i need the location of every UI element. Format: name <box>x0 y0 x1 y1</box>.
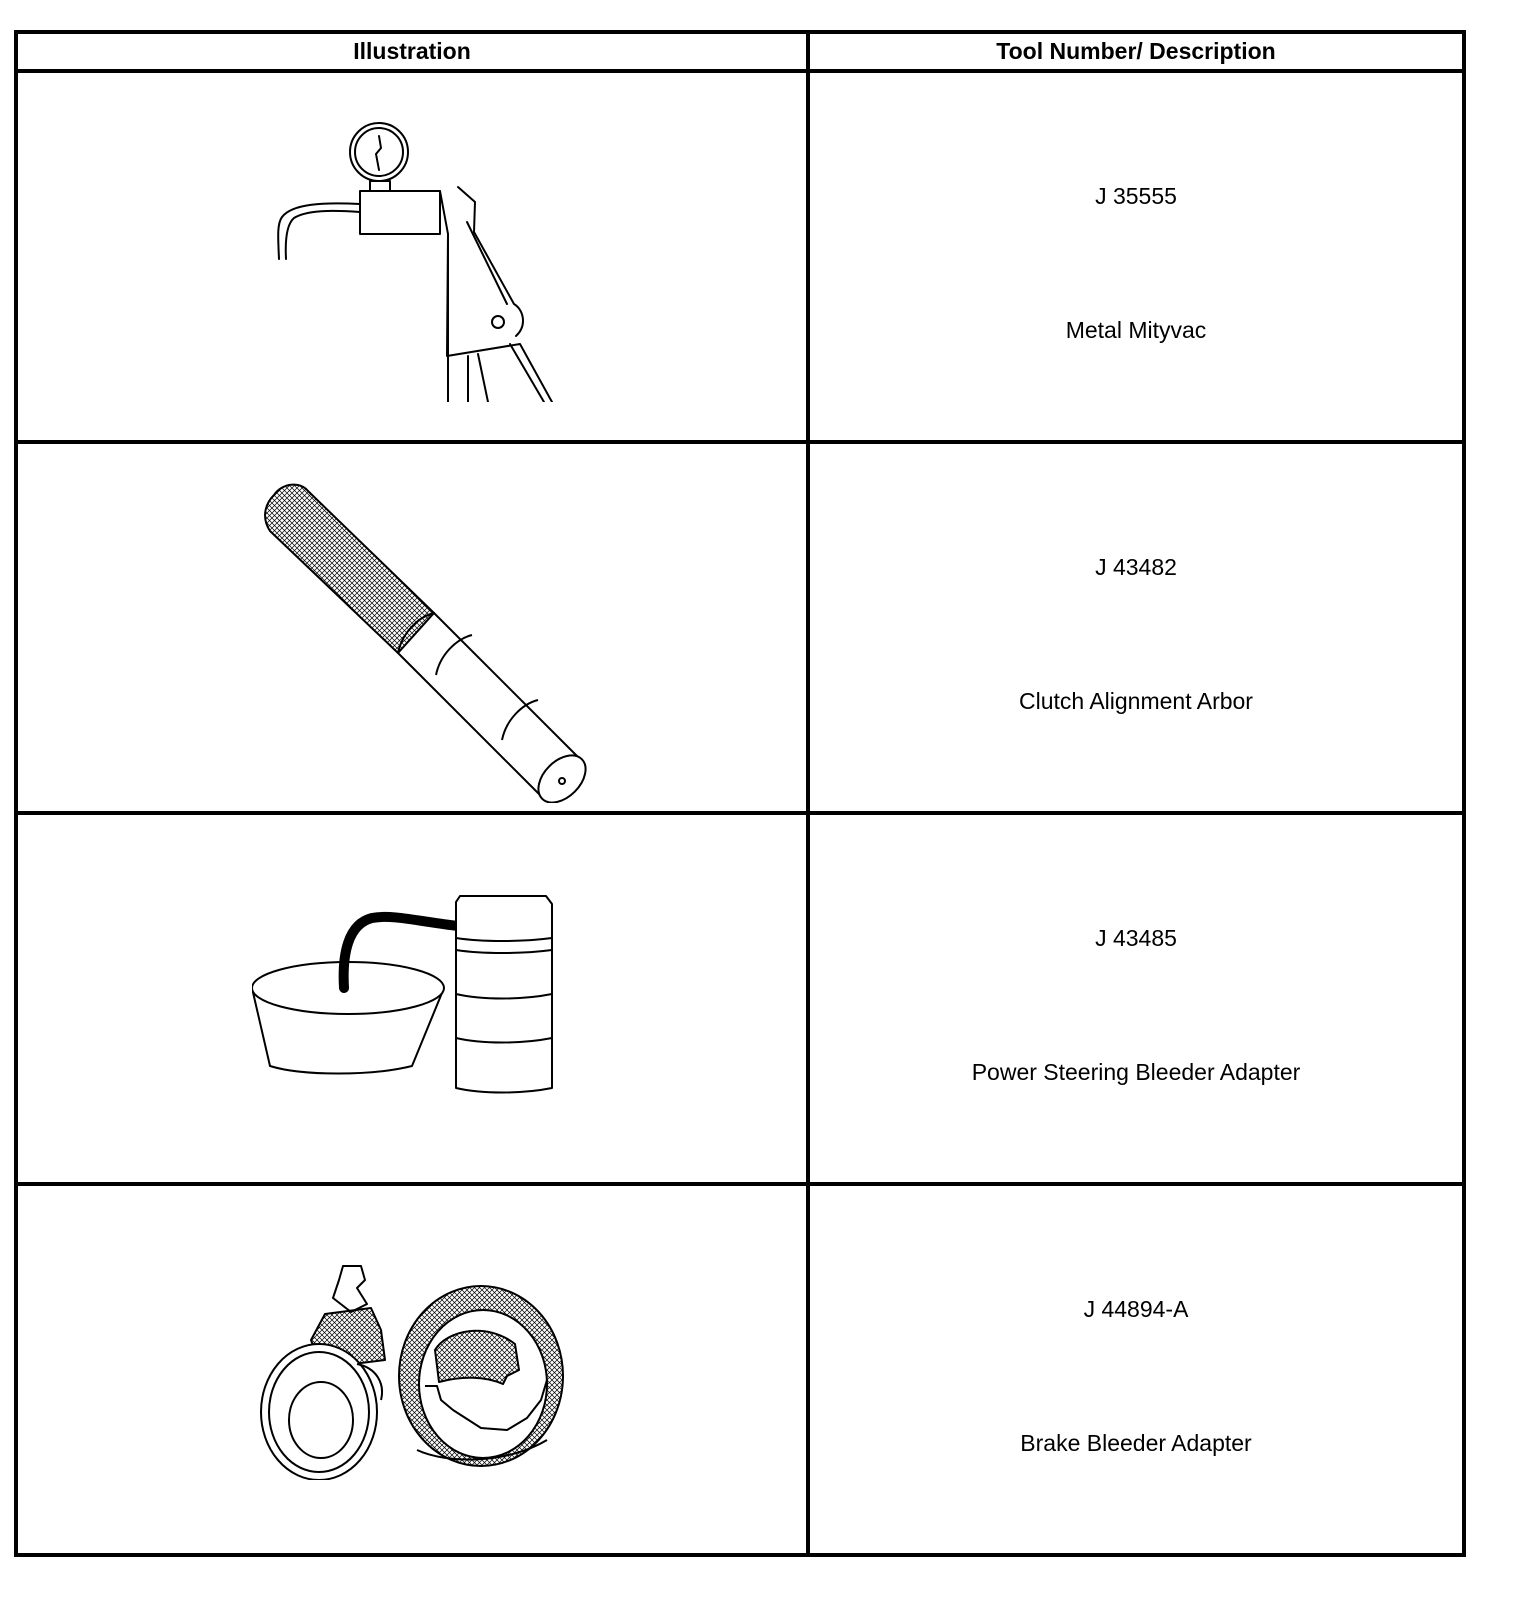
alignment-arbor-icon <box>222 453 602 803</box>
illustration-cell <box>16 813 808 1184</box>
illustration-cell <box>16 1184 808 1555</box>
tool-description: Metal Mityvac <box>1065 317 1207 343</box>
table-row <box>16 71 1464 442</box>
brake-adapter-icon <box>257 1260 567 1480</box>
table-row <box>16 813 1464 1184</box>
description-cell <box>808 1184 1464 1555</box>
description-cell <box>808 71 1464 442</box>
bleeder-adapter-icon <box>252 894 572 1104</box>
description-cell <box>808 442 1464 813</box>
tool-description: Power Steering Bleeder Adapter <box>971 1059 1301 1085</box>
tool-description: Clutch Alignment Arbor <box>1019 688 1253 714</box>
tool-number: J 35555 <box>1095 183 1177 209</box>
illustration-cell <box>16 71 808 442</box>
description-cell <box>808 813 1464 1184</box>
table-row <box>16 1184 1464 1555</box>
tool-number: J 43485 <box>1095 925 1177 951</box>
tool-number: J 44894-A <box>1083 1296 1189 1322</box>
table-row <box>16 442 1464 813</box>
vacuum-pump-icon <box>262 112 562 402</box>
tool-description: Brake Bleeder Adapter <box>1020 1430 1252 1456</box>
illustration-cell <box>16 442 808 813</box>
special-tools-table <box>14 30 1466 1557</box>
tool-number: J 43482 <box>1095 554 1177 580</box>
header-row <box>16 32 1464 71</box>
illustration-header: Illustration <box>16 32 808 71</box>
tool-header: Tool Number/ Description <box>808 32 1464 71</box>
